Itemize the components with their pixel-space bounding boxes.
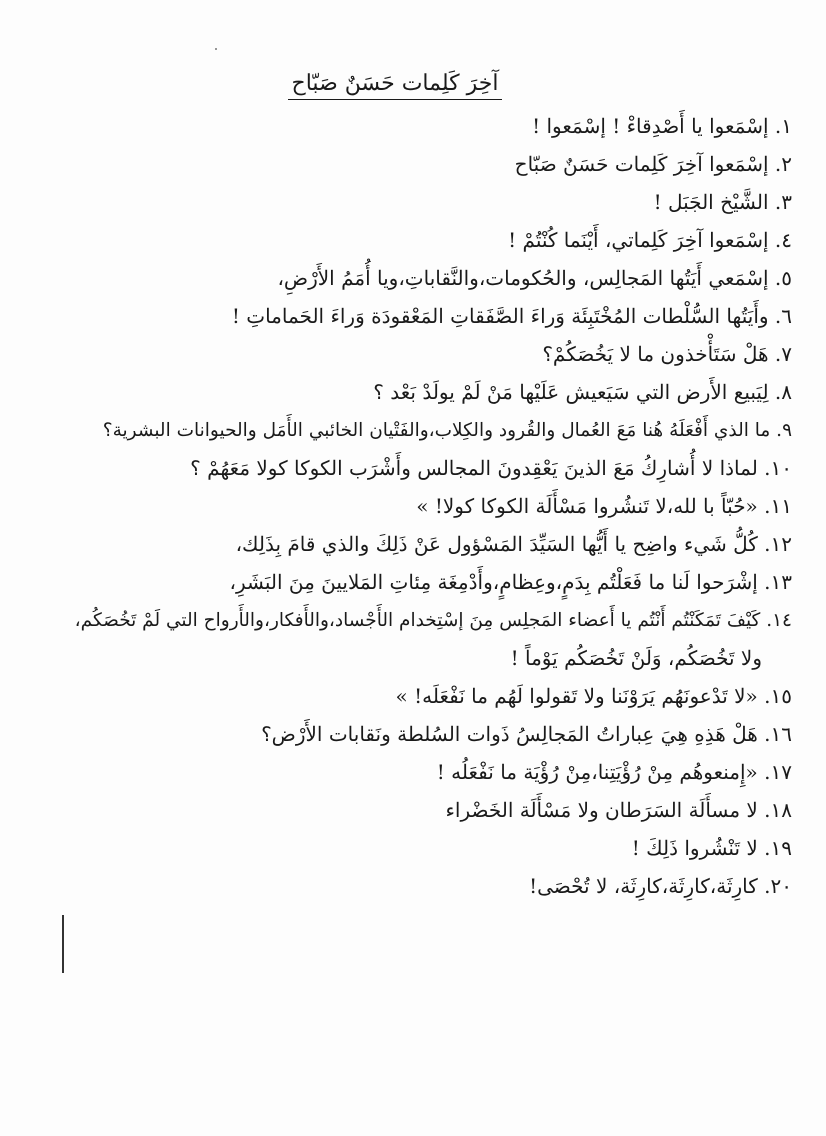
poem-line-5: ٥. إسْمَعي أَيَتُها المَجالِس، والحُكومات،والنَّقاباتِ،ويا أُمَمُ الأَرْضِ،: [277, 266, 792, 290]
poem-line-11: ١١. «حُبّاً با لله،لا تَنشُروا مَسْأَلَة الكوكا كولا! »: [416, 494, 792, 518]
poem-line-18: ١٨. لا مسأَلَة السَرَطان ولا مَسْأَلَة الخَضْراء: [445, 798, 792, 822]
poem-line-14: ١٤. كَيْفَ تَمَكَنْتُم أَنْتُم يا أَعضاء المَجلِس مِنَ إسْتِخدام الأَجْساد،والأَفكار،والأَرواح التي لَمْ تَخُصَكُم،: [74, 610, 792, 631]
poem-line-10: ١٠. لماذا لا أُشارِكُ مَعَ الذينَ يَعْقِدونَ المجالس وأَشْرَب الكوكا كولا مَعَهُمْ ؟: [190, 456, 792, 480]
poem-line-14-continued: ولا تَخُصَكُم، وَلَنْ تَخُصَكُم يَوْماً !: [510, 646, 762, 670]
poem-line-20: ٢٠. كارِثَة،كارِثَة،كارِثَة، لا تُحْصَى!: [529, 874, 792, 898]
poem-line-7: ٧. هَلْ سَتَأْخذون ما لا يَخُصَكُمْ؟: [542, 342, 792, 366]
poem-line-17: ١٧. «إِمنعوهُم مِنْ رُؤْيَتِنا،مِنْ رُؤْيَة ما نَفْعَلُه !: [436, 760, 792, 784]
poem-line-1: ١. إسْمَعوا يا أَصْدِقاءْ ! إسْمَعوا !: [532, 114, 792, 138]
title-text: آخِرَ كَلِمات حَسَنٌ صَبّاح: [288, 71, 503, 100]
poem-line-13: ١٣. إشْرَحوا لَنا ما فَعَلْتُم بِدَمٍ،وعِظامٍ،وأَدْمِغَة مِئاتِ المَلايينَ مِنَ البَشَرِ،: [229, 570, 792, 594]
poem-line-2: ٢. إسْمَعوا آخِرَ كَلِمات حَسَنٌ صَبّاح: [514, 152, 792, 176]
poem-line-9: ٩. ما الذي أَفْعَلَهُ هُنا مَعَ العُمال والقُرود والكِلاب،والفَتْيان الخائبي الأَمَل والحيوانات البشرية؟: [102, 420, 792, 441]
poem-line-3: ٣. الشَّيْخ الجَبَل !: [653, 190, 792, 214]
poem-line-6: ٦. وأَيَتُها السُّلْطات المُخْتَبِئَة وَراءَ الصَّفَقاتِ المَعْقودَة وَراءَ الحَماماتِ !: [231, 304, 792, 328]
poem-line-16: ١٦. هَلْ هَذِهِ هِيَ عِباراتُ المَجالِسُ ذَوات السُلطة ونَقابات الأَرْض؟: [261, 722, 792, 746]
poem-line-4: ٤. إسْمَعوا آخِرَ كَلِماتي، أَيْنَما كُنْتُمْ !: [508, 228, 792, 252]
scan-speck: [215, 48, 217, 50]
poem-line-8: ٨. لِيَبيع الأَرض التي سَيَعيش عَلَيْها مَنْ لَمْ يولَدْ بَعْد ؟: [373, 380, 792, 404]
margin-mark: [62, 915, 64, 973]
poem-line-15: ١٥. «لا تَدْعونَهُم يَرَوْنَنا ولا تَقولوا لَهُم ما نَفْعَلَه! »: [395, 684, 792, 708]
poem-line-19: ١٩. لا تَنْشُروا ذَلِكَ !: [631, 836, 792, 860]
poem-lines: [22, 112, 792, 910]
poem-line-12: ١٢. كُلُّ شَيء واضِح يا أَيُّها السَيِّدَ المَسْؤول عَنْ ذَلِكَ والذي قامَ بِذَلِك،: [235, 532, 792, 556]
document-title: [0, 68, 790, 100]
